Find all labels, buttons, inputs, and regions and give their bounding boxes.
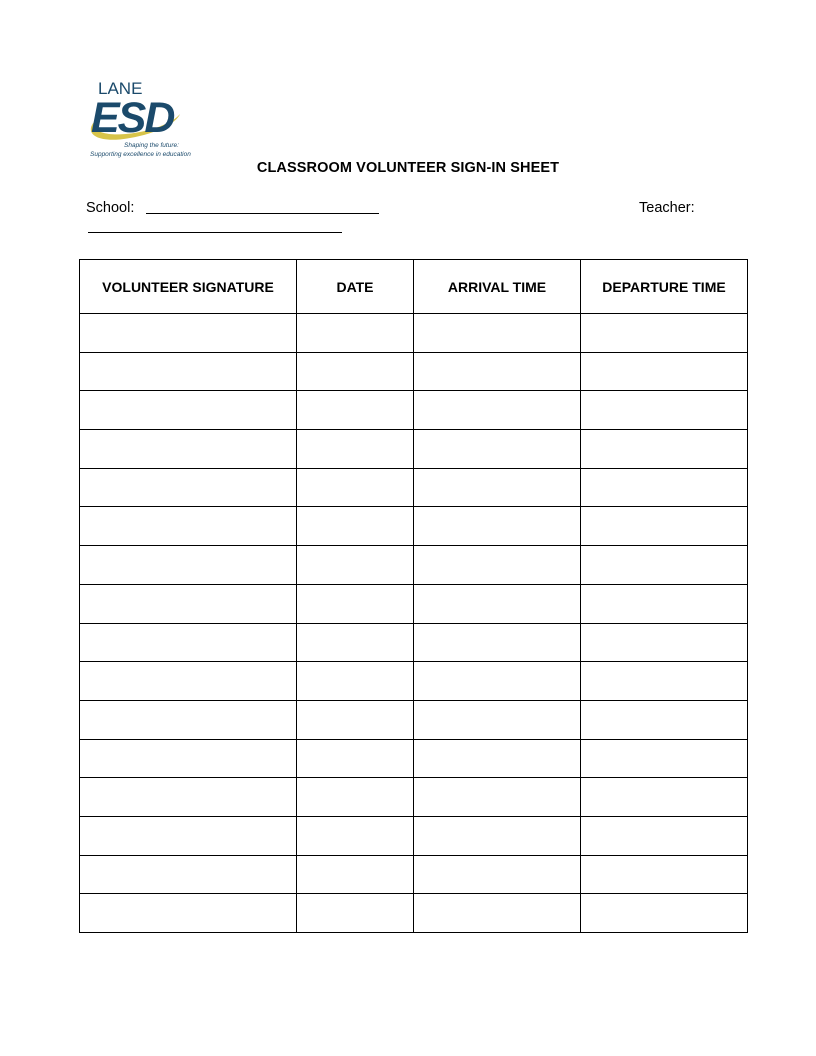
signature-cell[interactable] <box>80 662 297 701</box>
arrival-time-cell[interactable] <box>414 662 581 701</box>
header-volunteer-signature: VOLUNTEER SIGNATURE <box>80 260 297 314</box>
arrival-time-cell[interactable] <box>414 314 581 353</box>
teacher-blank-line[interactable] <box>88 232 342 233</box>
departure-time-cell[interactable] <box>581 739 748 778</box>
table-row <box>80 855 748 894</box>
signature-cell[interactable] <box>80 391 297 430</box>
signature-cell[interactable] <box>80 430 297 469</box>
table-row <box>80 584 748 623</box>
sign-in-table <box>79 259 748 933</box>
signature-cell[interactable] <box>80 739 297 778</box>
page-title: CLASSROOM VOLUNTEER SIGN-IN SHEET <box>256 160 560 176</box>
logo-tagline-2: Supporting excellence in education <box>90 151 191 158</box>
arrival-time-cell[interactable] <box>414 584 581 623</box>
departure-time-cell[interactable] <box>581 623 748 662</box>
logo-main-text: ESD <box>91 94 174 142</box>
signature-cell[interactable] <box>80 778 297 817</box>
lane-esd-logo <box>84 78 204 162</box>
table-row <box>80 507 748 546</box>
departure-time-cell[interactable] <box>581 430 748 469</box>
table-row <box>80 739 748 778</box>
date-cell[interactable] <box>297 584 414 623</box>
date-cell[interactable] <box>297 507 414 546</box>
signature-cell[interactable] <box>80 700 297 739</box>
table-row <box>80 894 748 933</box>
table-row <box>80 430 748 469</box>
table-row <box>80 662 748 701</box>
header-departure-time: DEPARTURE TIME <box>581 260 748 314</box>
departure-time-cell[interactable] <box>581 546 748 585</box>
date-cell[interactable] <box>297 546 414 585</box>
table-row <box>80 314 748 353</box>
signature-cell[interactable] <box>80 314 297 353</box>
date-cell[interactable] <box>297 662 414 701</box>
departure-time-cell[interactable] <box>581 778 748 817</box>
table-header-row <box>80 260 748 314</box>
arrival-time-cell[interactable] <box>414 739 581 778</box>
departure-time-cell[interactable] <box>581 391 748 430</box>
school-blank-line[interactable] <box>146 213 379 214</box>
arrival-time-cell[interactable] <box>414 468 581 507</box>
header-date: DATE <box>297 260 414 314</box>
departure-time-cell[interactable] <box>581 855 748 894</box>
arrival-time-cell[interactable] <box>414 855 581 894</box>
date-cell[interactable] <box>297 778 414 817</box>
arrival-time-cell[interactable] <box>414 623 581 662</box>
header-arrival-time: ARRIVAL TIME <box>414 260 581 314</box>
logo-tagline-1: Shaping the future: <box>124 142 179 149</box>
signature-cell[interactable] <box>80 855 297 894</box>
departure-time-cell[interactable] <box>581 507 748 546</box>
date-cell[interactable] <box>297 739 414 778</box>
date-cell[interactable] <box>297 430 414 469</box>
arrival-time-cell[interactable] <box>414 546 581 585</box>
table-row <box>80 623 748 662</box>
signature-cell[interactable] <box>80 507 297 546</box>
departure-time-cell[interactable] <box>581 468 748 507</box>
signature-cell[interactable] <box>80 623 297 662</box>
departure-time-cell[interactable] <box>581 816 748 855</box>
school-label: School: <box>86 200 135 216</box>
table-row <box>80 700 748 739</box>
departure-time-cell[interactable] <box>581 662 748 701</box>
date-cell[interactable] <box>297 894 414 933</box>
arrival-time-cell[interactable] <box>414 430 581 469</box>
departure-time-cell[interactable] <box>581 352 748 391</box>
arrival-time-cell[interactable] <box>414 778 581 817</box>
arrival-time-cell[interactable] <box>414 816 581 855</box>
logo-top-text: LANE <box>98 79 143 98</box>
signature-cell[interactable] <box>80 546 297 585</box>
signature-cell[interactable] <box>80 584 297 623</box>
arrival-time-cell[interactable] <box>414 894 581 933</box>
arrival-time-cell[interactable] <box>414 352 581 391</box>
arrival-time-cell[interactable] <box>414 507 581 546</box>
signature-cell[interactable] <box>80 468 297 507</box>
signature-cell[interactable] <box>80 894 297 933</box>
table-row <box>80 391 748 430</box>
signature-cell[interactable] <box>80 816 297 855</box>
date-cell[interactable] <box>297 855 414 894</box>
arrival-time-cell[interactable] <box>414 700 581 739</box>
departure-time-cell[interactable] <box>581 894 748 933</box>
table-body <box>80 314 748 933</box>
date-cell[interactable] <box>297 468 414 507</box>
date-cell[interactable] <box>297 391 414 430</box>
departure-time-cell[interactable] <box>581 700 748 739</box>
date-cell[interactable] <box>297 700 414 739</box>
date-cell[interactable] <box>297 352 414 391</box>
departure-time-cell[interactable] <box>581 314 748 353</box>
signature-cell[interactable] <box>80 352 297 391</box>
date-cell[interactable] <box>297 314 414 353</box>
table-row <box>80 778 748 817</box>
table-row <box>80 816 748 855</box>
table-row <box>80 352 748 391</box>
table-row <box>80 468 748 507</box>
date-cell[interactable] <box>297 623 414 662</box>
teacher-label: Teacher: <box>639 200 695 216</box>
date-cell[interactable] <box>297 816 414 855</box>
table-row <box>80 546 748 585</box>
departure-time-cell[interactable] <box>581 584 748 623</box>
arrival-time-cell[interactable] <box>414 391 581 430</box>
